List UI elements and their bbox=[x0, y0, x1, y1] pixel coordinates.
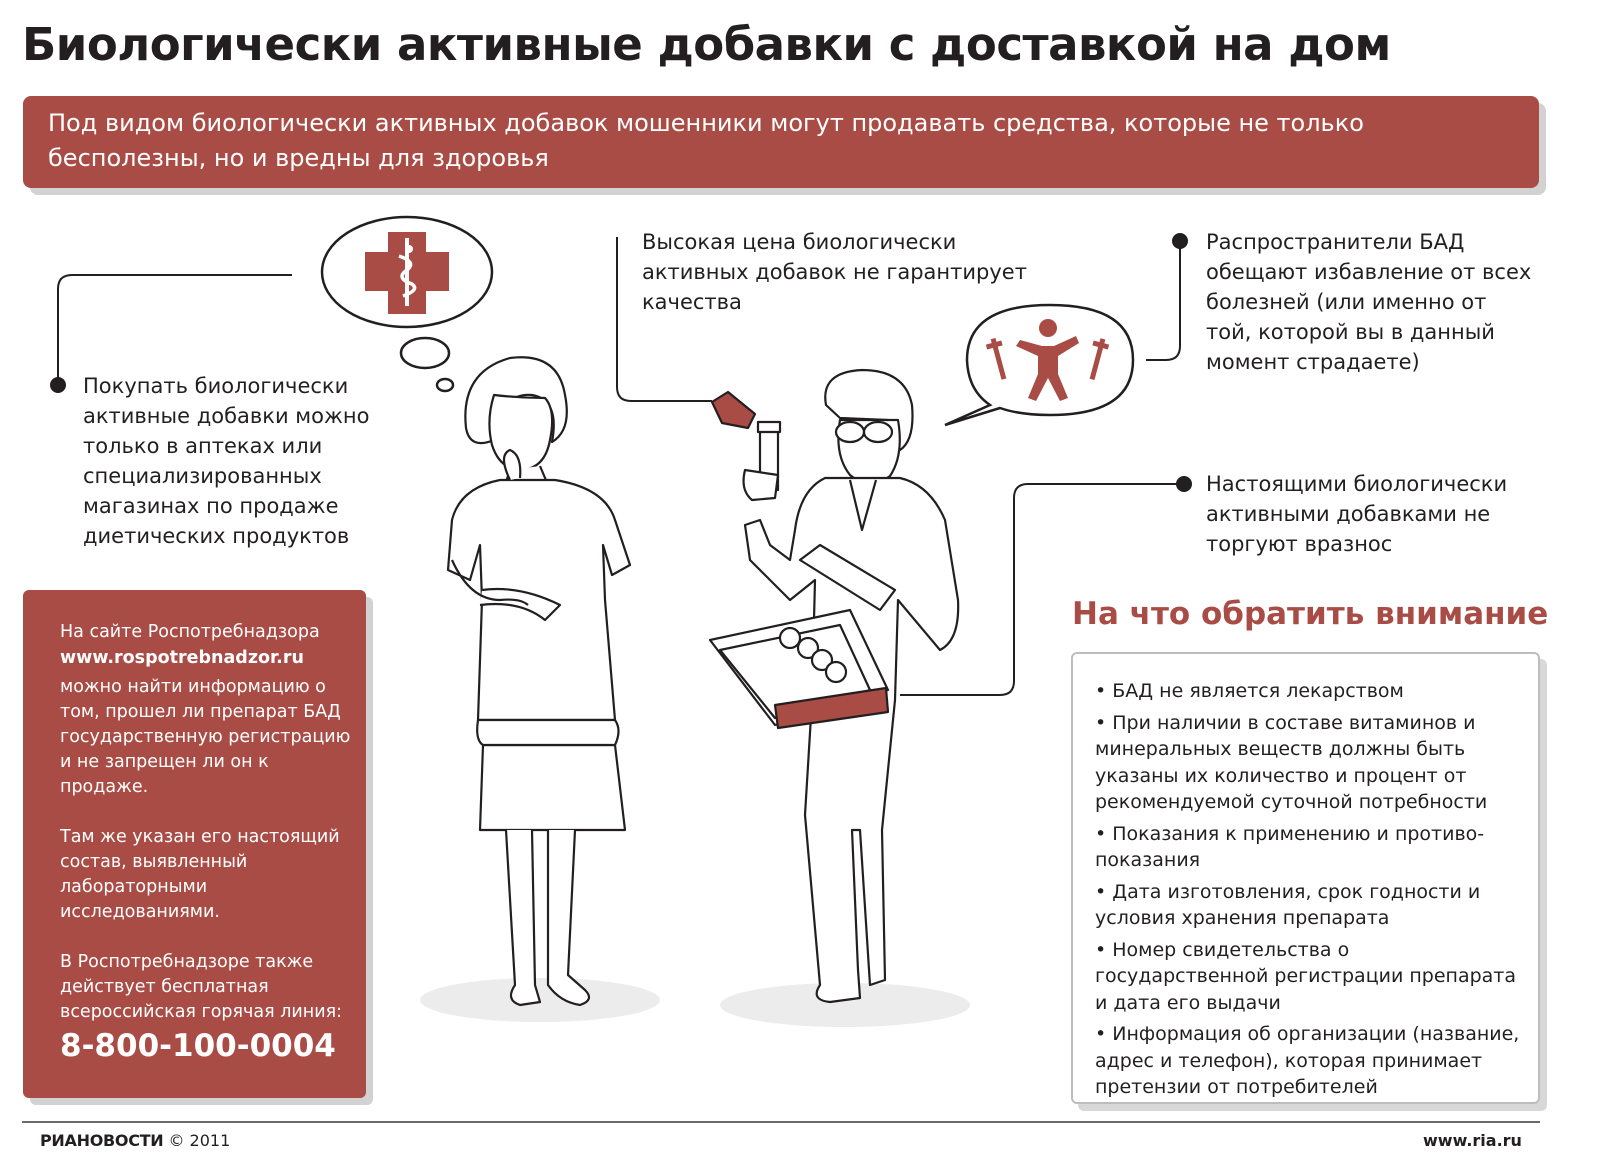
attention-item: • БАД не является лекарством bbox=[1095, 678, 1527, 705]
attention-box bbox=[1071, 652, 1540, 1104]
attention-item: • Номер свидетельства о государственной регистрации препарата и дата его выдачи bbox=[1095, 937, 1527, 1017]
attention-item: • Информация об организации (название, адрес и телефон), которая принимает претензии от потребителей bbox=[1095, 1021, 1527, 1101]
callout-cure-all: Распространители БАД обещают избавление от всех болезней (или именно от той, которой вы в данный момент страдаете) bbox=[1206, 230, 1532, 374]
page-title: Биологически активные добавки с доставкой на дом bbox=[22, 18, 1391, 71]
footer-brand bbox=[40, 1131, 230, 1150]
info-paragraph-2: Там же указан его настоящий состав, выявленный лабораторными исследованиями. bbox=[60, 827, 340, 922]
dot-pharmacy bbox=[50, 377, 66, 393]
footer-divider bbox=[22, 1121, 1540, 1123]
callout-door-to-door: Настоящими биологически активными добавками не торгуют вразнос bbox=[1206, 472, 1508, 556]
footer-site-link[interactable]: www.ria.ru bbox=[1423, 1131, 1522, 1150]
man-figure bbox=[710, 370, 958, 1002]
brand-logo: РИАНОВОСТИ bbox=[40, 1131, 164, 1150]
connector-pharmacy bbox=[58, 275, 292, 384]
callout-price: Высокая цена биологически активных добавок не гарантирует качества bbox=[642, 230, 1027, 314]
connector-cure bbox=[1146, 241, 1180, 360]
attention-item: • При наличии в составе витаминов и минеральных веществ должны быть указаны их количество и процент от рекомендуемой суточной потребности bbox=[1095, 710, 1527, 816]
attention-title: На что обратить внимание bbox=[1072, 596, 1549, 632]
hotline-phone: 8-800-100-0004 bbox=[60, 1028, 336, 1064]
dot-door bbox=[1176, 476, 1192, 492]
info-intro: На сайте Роспотребнадзора bbox=[60, 622, 320, 642]
woman-figure bbox=[448, 357, 630, 1005]
banner-text: Под видом биологически активных добавок мошенники могут продавать средства, которые не только бесполезны, но и вредны для здоровья bbox=[48, 109, 1364, 172]
attention-item: • Дата изготовления, срок годности и условия хранения препарата bbox=[1095, 879, 1527, 932]
info-url-link[interactable]: www.rospotrebnadzor.ru bbox=[60, 648, 304, 668]
info-paragraph-1: можно найти информацию о том, прошел ли препарат БАД государственную регистрацию и не запрещен ли он к продаже. bbox=[60, 677, 351, 797]
info-box bbox=[23, 590, 366, 1098]
attention-list bbox=[1095, 678, 1527, 1106]
info-paragraph-3: В Роспотребнадзоре также действует бесплатная всероссийская горячая линия: bbox=[60, 952, 342, 1022]
attention-item: • Показания к применению и противо-показания bbox=[1095, 821, 1527, 874]
copyright: © 2011 bbox=[168, 1131, 231, 1150]
callout-pharmacy: Покупать биологически активные добавки можно только в аптеках или специализированных магазинах по продаже диетических продуктов bbox=[83, 374, 370, 548]
dot-cure bbox=[1172, 233, 1188, 249]
